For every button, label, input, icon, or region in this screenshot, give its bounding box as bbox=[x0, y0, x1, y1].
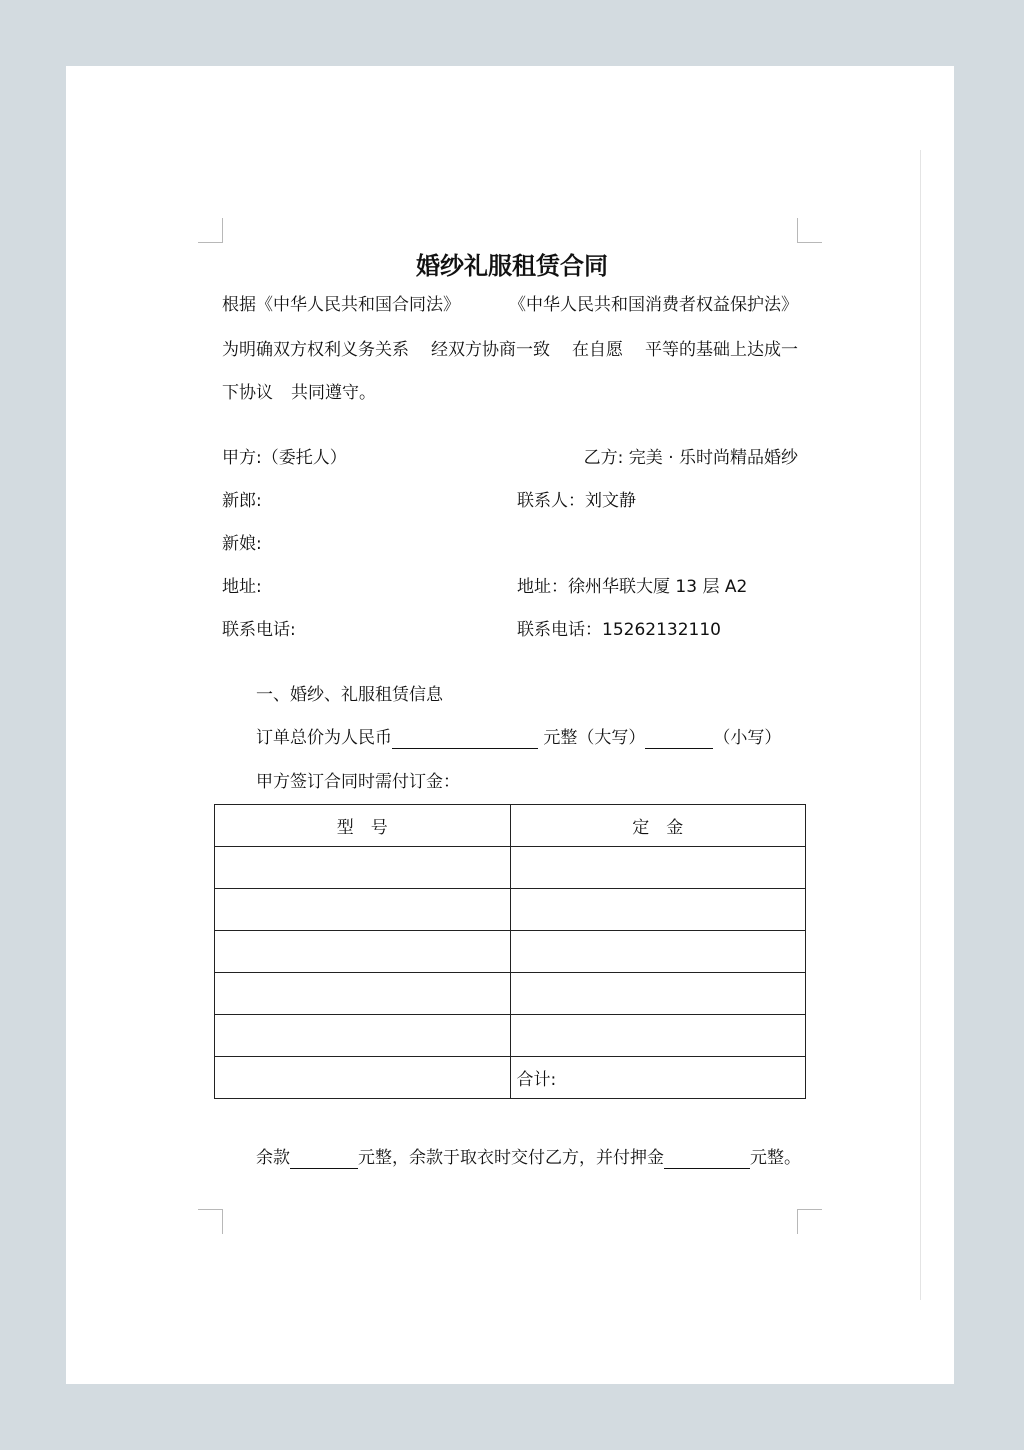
margin-corner-bottom-right bbox=[797, 1209, 822, 1234]
party-a-address: 地址: bbox=[222, 577, 262, 597]
deposit-cell[interactable] bbox=[510, 1015, 806, 1057]
total-lowercase-blank[interactable] bbox=[645, 730, 713, 749]
intro-law-2: 《中华人民共和国消费者权益保护法》 bbox=[509, 295, 798, 315]
intro-text-2a: 为明确双方权利义务关系 bbox=[222, 340, 409, 360]
margin-corner-top-left bbox=[198, 218, 223, 243]
party-b-address: 地址：徐州华联大厦 13 层 A2 bbox=[517, 577, 748, 597]
groom-label: 新郎: bbox=[222, 491, 262, 511]
deposit-cell[interactable] bbox=[510, 847, 806, 889]
intro-text-2b: 经双方协商一致 bbox=[431, 340, 550, 360]
balance-prefix: 余款 bbox=[256, 1148, 290, 1168]
party-a-label: 甲方:（委托人） bbox=[222, 448, 347, 468]
margin-corner-bottom-left bbox=[198, 1209, 223, 1234]
intro-text-3a: 下协议 bbox=[222, 383, 273, 403]
table-row bbox=[215, 847, 806, 889]
column-header-model: 型 号 bbox=[215, 805, 511, 847]
model-cell[interactable] bbox=[215, 1015, 511, 1057]
balance-line bbox=[256, 1147, 801, 1169]
intro-line-3 bbox=[222, 382, 798, 404]
balance-suffix: 元整。 bbox=[750, 1148, 801, 1168]
order-total-suffix: （小写） bbox=[713, 728, 782, 748]
deposit-cell[interactable] bbox=[510, 889, 806, 931]
intro-law-1: 根据《中华人民共和国合同法》 bbox=[222, 295, 460, 315]
intro-line-1 bbox=[222, 294, 798, 316]
intro-text-2c: 在自愿 bbox=[572, 340, 623, 360]
section-1-heading: 一、婚纱、礼服租赁信息 bbox=[256, 685, 443, 705]
model-cell[interactable] bbox=[215, 847, 511, 889]
deposit-cell[interactable] bbox=[510, 973, 806, 1015]
table-row bbox=[215, 1015, 806, 1057]
column-header-deposit: 定 金 bbox=[510, 805, 806, 847]
model-cell[interactable] bbox=[215, 1057, 511, 1099]
table-total-row bbox=[215, 1057, 806, 1099]
deposit-cell[interactable] bbox=[510, 931, 806, 973]
total-cell: 合计: bbox=[510, 1057, 806, 1099]
balance-middle: 元整，余款于取衣时交付乙方，并付押金 bbox=[358, 1148, 664, 1168]
margin-corner-top-right bbox=[797, 218, 822, 243]
model-cell[interactable] bbox=[215, 931, 511, 973]
intro-text-2d: 平等的基础上达成一 bbox=[645, 340, 798, 360]
party-a-phone: 联系电话: bbox=[222, 620, 296, 640]
deposit-table bbox=[214, 804, 806, 1099]
model-cell[interactable] bbox=[215, 889, 511, 931]
party-b-phone: 联系电话：15262132110 bbox=[517, 620, 721, 640]
total-uppercase-blank[interactable] bbox=[392, 730, 538, 749]
table-row bbox=[215, 889, 806, 931]
party-b-contact: 联系人：刘文静 bbox=[517, 491, 636, 511]
contract-title: 婚纱礼服租赁合同 bbox=[416, 251, 608, 280]
intro-line-2 bbox=[222, 339, 798, 361]
table-row bbox=[215, 931, 806, 973]
order-total-line bbox=[256, 727, 781, 749]
order-total-mid: 元整（大写） bbox=[543, 728, 646, 748]
table-header-row bbox=[215, 805, 806, 847]
balance-amount-blank[interactable] bbox=[290, 1150, 358, 1169]
order-total-prefix: 订单总价为人民币 bbox=[256, 728, 392, 748]
page-edge-line bbox=[920, 150, 921, 1300]
party-b-label: 乙方: 完美 · 乐时尚精品婚纱 bbox=[583, 448, 798, 468]
deposit-line: 甲方签订合同时需付订金： bbox=[256, 772, 460, 792]
model-cell[interactable] bbox=[215, 973, 511, 1015]
intro-text-3b: 共同遵守。 bbox=[291, 383, 376, 403]
bride-label: 新娘: bbox=[222, 534, 262, 554]
security-deposit-blank[interactable] bbox=[664, 1150, 750, 1169]
table-row bbox=[215, 973, 806, 1015]
